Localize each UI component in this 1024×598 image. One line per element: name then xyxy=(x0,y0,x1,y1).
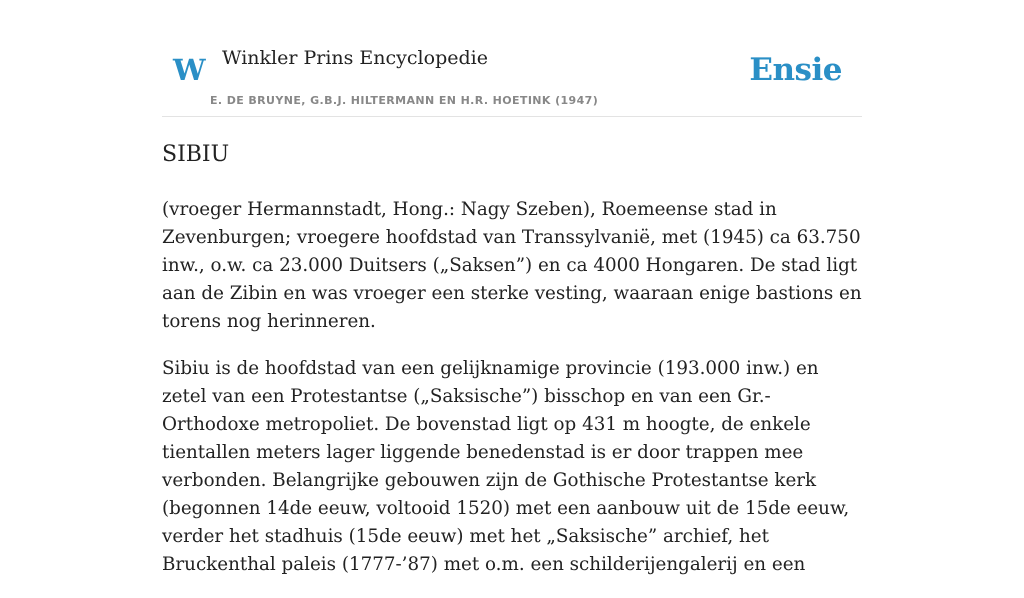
article-paragraph: (vroeger Hermannstadt, Hong.: Nagy Szeben), Roemeense stad in Zevenburgen; vroegere hoofdstad van Transsylvanië, met (1945) ca 63.750 inw., o.w. ca 23.000 Duitsers („Saksen”) en ca 4000 Hongaren. De stad ligt aan de Zibin en was vroeger een sterke vesting, waaraan enige bastions en torens nog herinneren. xyxy=(162,199,862,332)
book-authors: E. DE BRUYNE, G.B.J. HILTERMANN EN H.R. HOETINK (1947) xyxy=(210,94,599,107)
winkler-prins-logo[interactable]: W xyxy=(173,53,206,87)
site-header xyxy=(162,40,862,117)
article xyxy=(162,136,862,598)
article-title: SIBIU xyxy=(162,142,230,167)
ensie-logo[interactable]: Ensie xyxy=(749,52,842,88)
article-paragraph: Sibiu is de hoofdstad van een gelijknamige provincie (193.000 inw.) en zetel van een Protestantse („Saksische”) bisschop en van een Gr.-Orthodoxe metropoliet. De bovenstad ligt op 431 m hoogte, de enkele tientallen meters lager liggende benedenstad is er door trappen mee verbonden. Belangrijke gebouwen zijn de Gothische Protestantse kerk (begonnen 14de eeuw, voltooid 1520) met een aanbouw uit de 15de eeuw, verder het stadhuis (15de eeuw) met het „Saksische” archief, het Bruckenthal paleis (1777-’87) met o.m. een schilderijengalerij en een xyxy=(162,358,850,575)
book-title[interactable]: Winkler Prins Encyclopedie xyxy=(222,47,488,69)
